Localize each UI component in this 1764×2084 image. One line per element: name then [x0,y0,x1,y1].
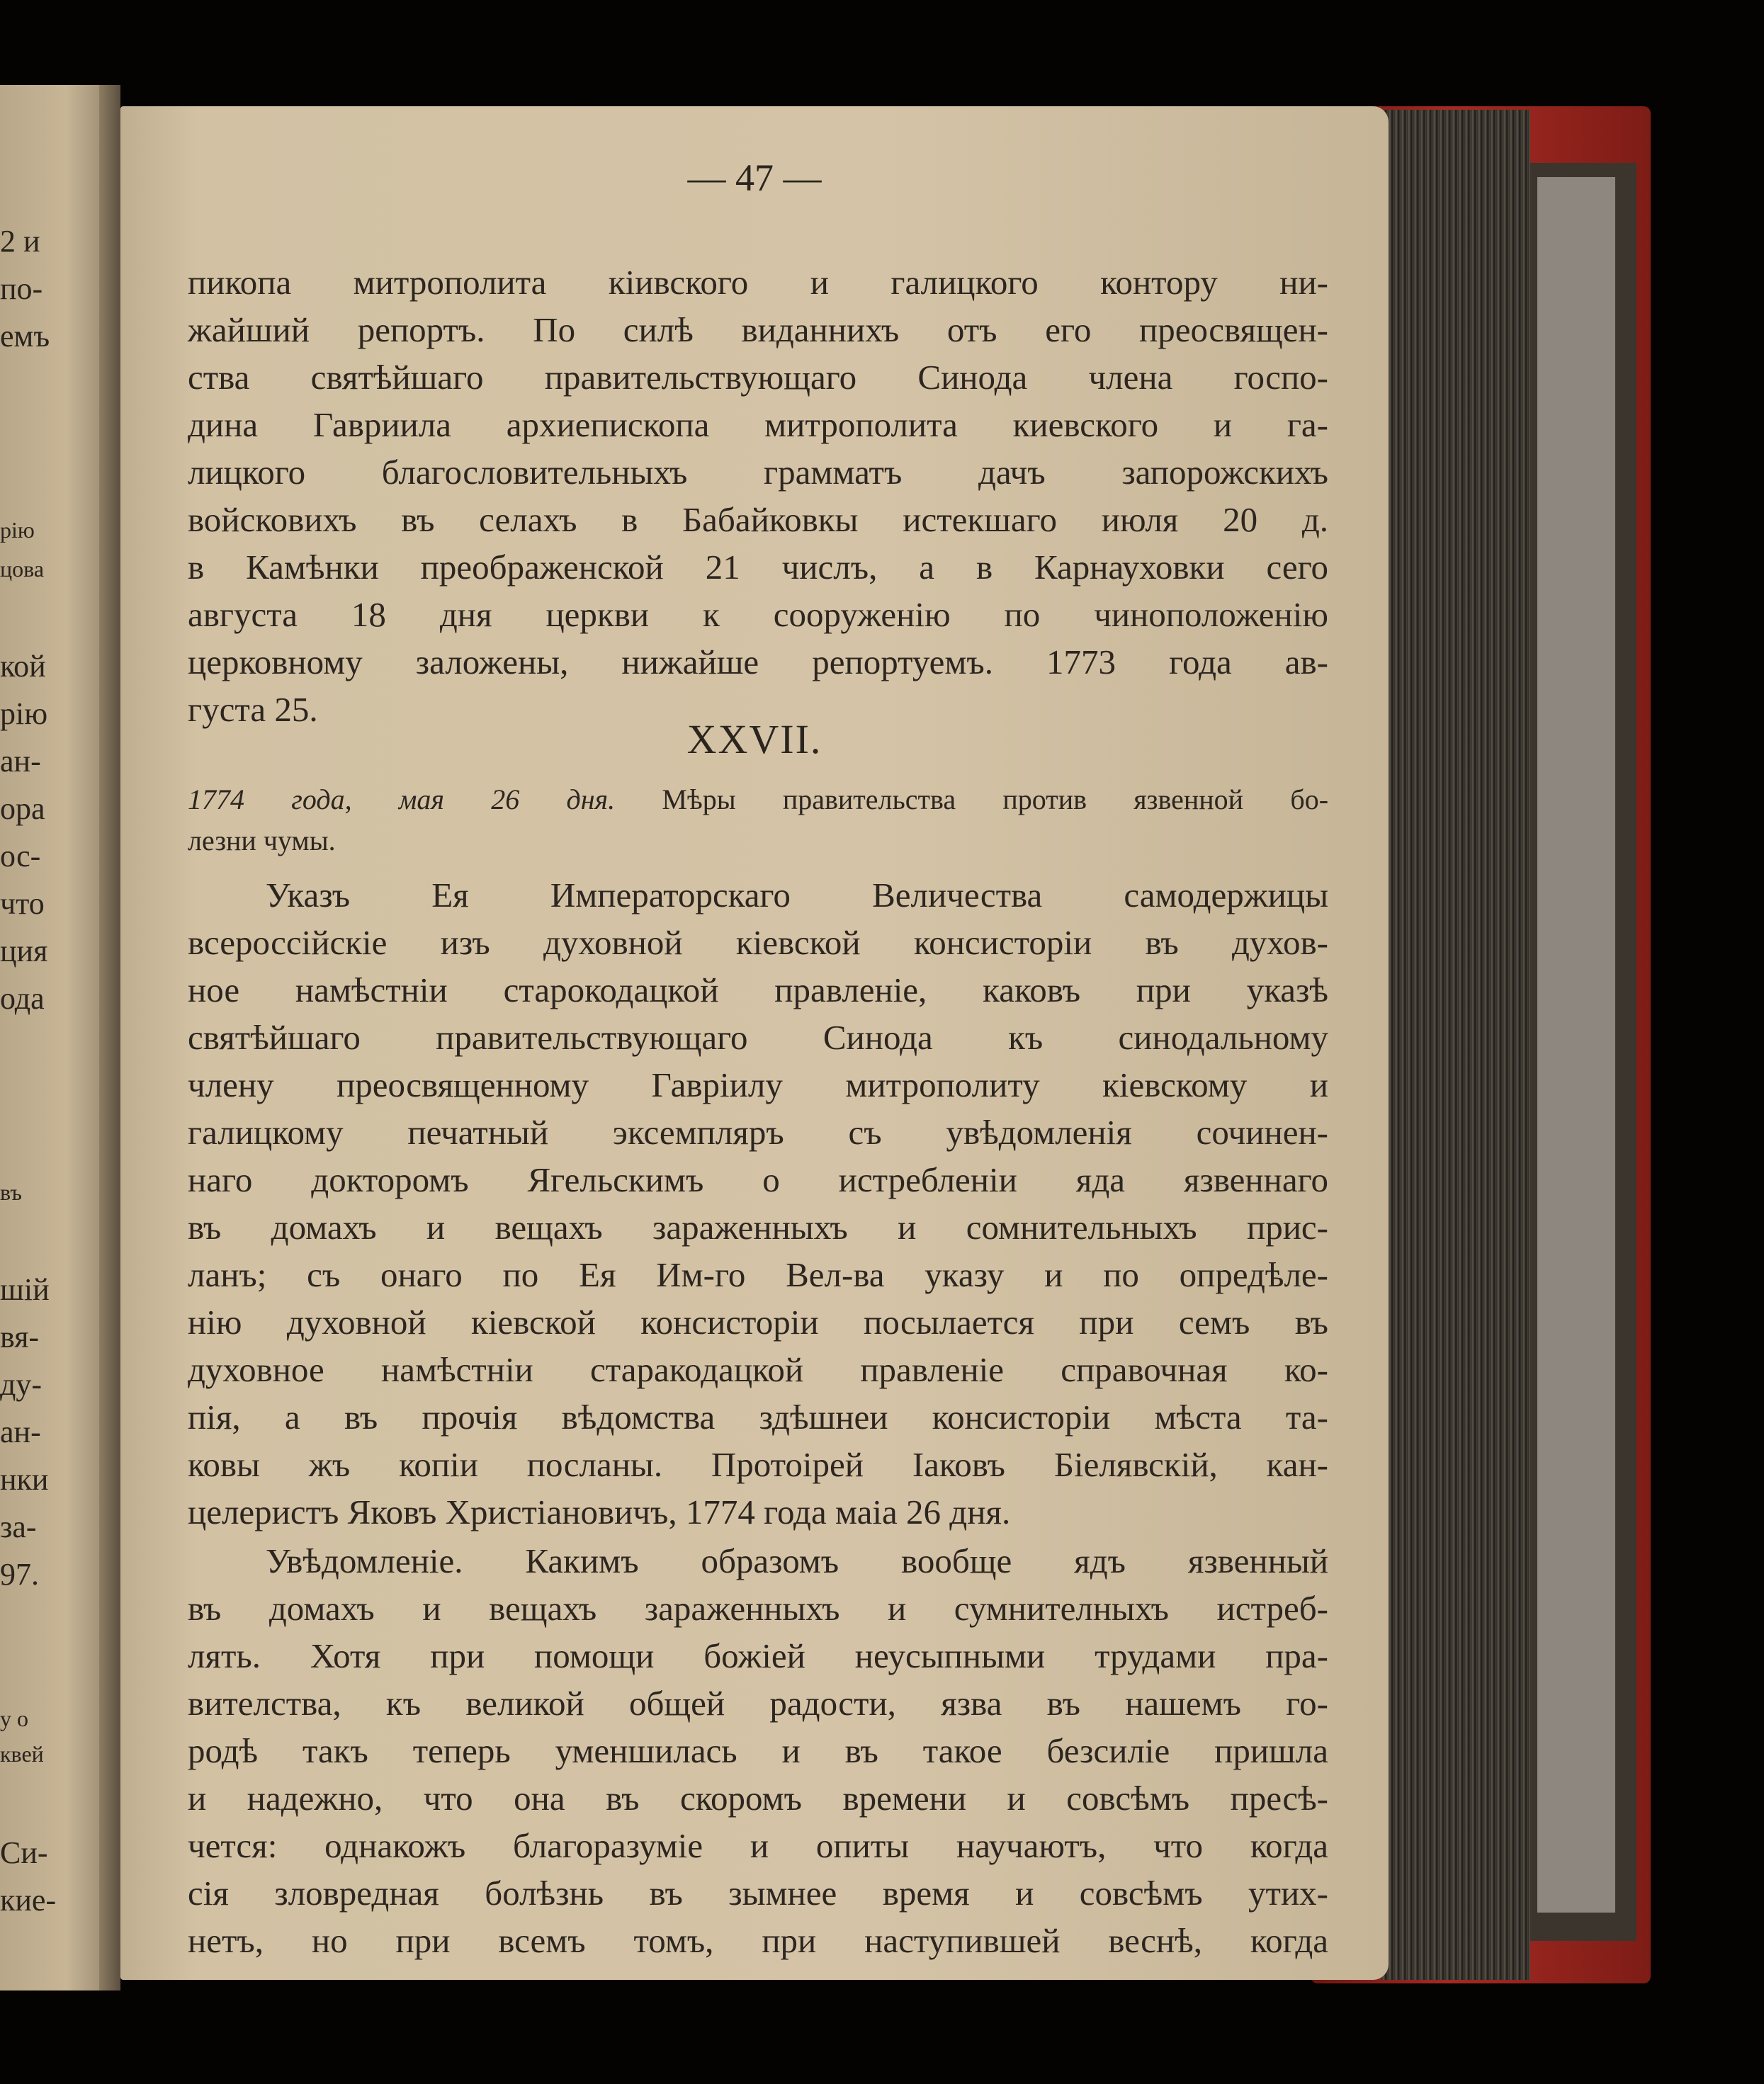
left-fragment: нки [0,1462,49,1497]
text-line: сія зловредная болѣзнь въ зымнее время и совсѣмъ утих- [188,1874,1328,1913]
text-line: вителства, къ великой общей радости, язва въ нашемъ го- [188,1684,1328,1723]
text-line: жайший репортъ. По силѣ виданнихъ отъ его преосвящен- [188,310,1328,349]
left-page [0,85,120,1990]
cover-panel [1537,177,1615,1913]
text-line: дина Гавриила архиепископа митрополита киевского и га- [188,405,1328,444]
left-fragment: квей [0,1741,44,1767]
text-line: святѣйшаго правительствующаго Синода къ синодальному [188,1018,1328,1057]
text-line: войсковихъ въ селахъ в Бабайковкы истекшаго июля 20 д. [188,500,1328,539]
text-line: всероссійскіе изъ духовной кіевской консисторіи въ духов- [188,923,1328,962]
text-line: целеристъ Яковъ Христіановичъ, 1774 года маіа 26 дня. [188,1493,1011,1531]
left-fragment: у о [0,1706,28,1731]
text-line: въ домахъ и вещахъ зараженныхъ и сумнителныхъ истреб- [188,1589,1328,1628]
text-line: родѣ такъ теперь уменшилась и въ такое безсиліе пришла [188,1731,1328,1770]
left-fragment: ция [0,934,48,968]
left-fragment: Си- [0,1835,48,1870]
left-fragment: емъ [0,319,50,353]
left-fragment: вя- [0,1320,40,1354]
text-line: Указъ Ея Императорскаго Величества самодержицы [266,876,1328,914]
text-line: ное намѣстніи старокодацкой правленіе, каковъ при указѣ [188,970,1328,1009]
text-line: галицкому печатный эксемпляръ съ увѣдомленія сочинен- [188,1113,1328,1152]
page-edges [1381,110,1530,1980]
left-fragment: 97. [0,1557,39,1592]
left-fragment: ан- [0,1415,41,1449]
left-fragment: ора [0,791,45,826]
left-fragment: кой [0,649,46,684]
text-line: и надежно, что она въ скоромъ времени и совсѣмъ пресѣ- [188,1779,1328,1818]
text-line: августа 18 дня церкви к сооруженію по чиноположенію [188,595,1328,634]
text-line: церковному заложены, нижайше репортуемъ. 1773 года ав- [188,642,1328,681]
section-caption [188,779,1328,861]
text-line: лять. Хотя при помощи божіей неусыпными трудами пра- [188,1636,1328,1675]
text-line: члену преосвященному Гавріилу митрополиту кіевскому и [188,1065,1328,1104]
left-fragment: шій [0,1272,50,1307]
text-line: наго докторомъ Ягельскимъ о истребленіи яда язвеннаго [188,1160,1328,1199]
left-fragment: ан- [0,744,41,778]
caption-line: лезни чумы. [188,825,336,856]
left-fragment: ос- [0,839,41,873]
text-line: ланъ; съ онаго по Ея Им-го Вел-ва указу и по опредѣле- [188,1255,1328,1294]
left-fragment: за- [0,1510,37,1544]
text-line: нетъ, но при всемъ томъ, при наступившей веснѣ, когда [188,1921,1328,1960]
book-page [120,106,1389,1980]
cover-inner-board [1516,163,1636,1941]
caption-date: 1774 года, мая 26 дня. [188,783,616,815]
text-line: духовное намѣстніи старакодацкой правленіе справочная ко- [188,1350,1328,1389]
left-fragment: рію [0,517,35,543]
left-fragment: что [0,886,45,921]
section-heading: XXVII. [686,716,822,762]
caption-line [188,779,1328,820]
left-fragment: въ [0,1179,22,1205]
paragraph-top [188,259,1328,733]
left-fragment: ду- [0,1367,43,1402]
text-line: ковы жъ копіи посланы. Протоірей Іаковъ Біелявскій, кан- [188,1445,1328,1484]
left-fragment: 2 и [0,224,40,259]
page-fold [99,85,120,1990]
text-line: чется: однакожъ благоразуміе и опиты научаютъ, что когда [188,1826,1328,1865]
text-line: лицкого благословительныхъ грамматъ дачъ запорожскихъ [188,453,1328,492]
caption-text: Мѣры правительства против язвенной бо- [662,783,1329,815]
paragraph-ukaz [188,871,1328,1536]
left-fragment: по- [0,271,43,306]
text-line: въ домахъ и вещахъ зараженныхъ и сомнительныхъ прис- [188,1208,1328,1247]
text-line: нію духовной кіевской консисторіи посылается при семъ въ [188,1303,1328,1342]
text-line: ства святѣйшаго правительствующаго Синода члена госпо- [188,358,1328,397]
left-fragment: ода [0,981,45,1016]
left-fragment: рію [0,696,48,731]
text-line: Увѣдомленіе. Какимъ образомъ вообще ядъ язвенный [266,1541,1328,1580]
text-line: пія, а въ прочія вѣдомства здѣшнеи консисторіи мѣста та- [188,1398,1328,1437]
text-line: пикопа митрополита кіивского и галицкого контору ни- [188,263,1328,302]
paragraph-uvedomlenie [188,1537,1328,1964]
left-fragment: кие- [0,1883,57,1918]
text-line: густа 25. [188,690,318,729]
text-line: в Камѣнки преображенской 21 числъ, а в Карнауховки сего [188,548,1328,587]
page-number: — 47 — [687,157,822,199]
left-fragment: цова [0,556,45,582]
